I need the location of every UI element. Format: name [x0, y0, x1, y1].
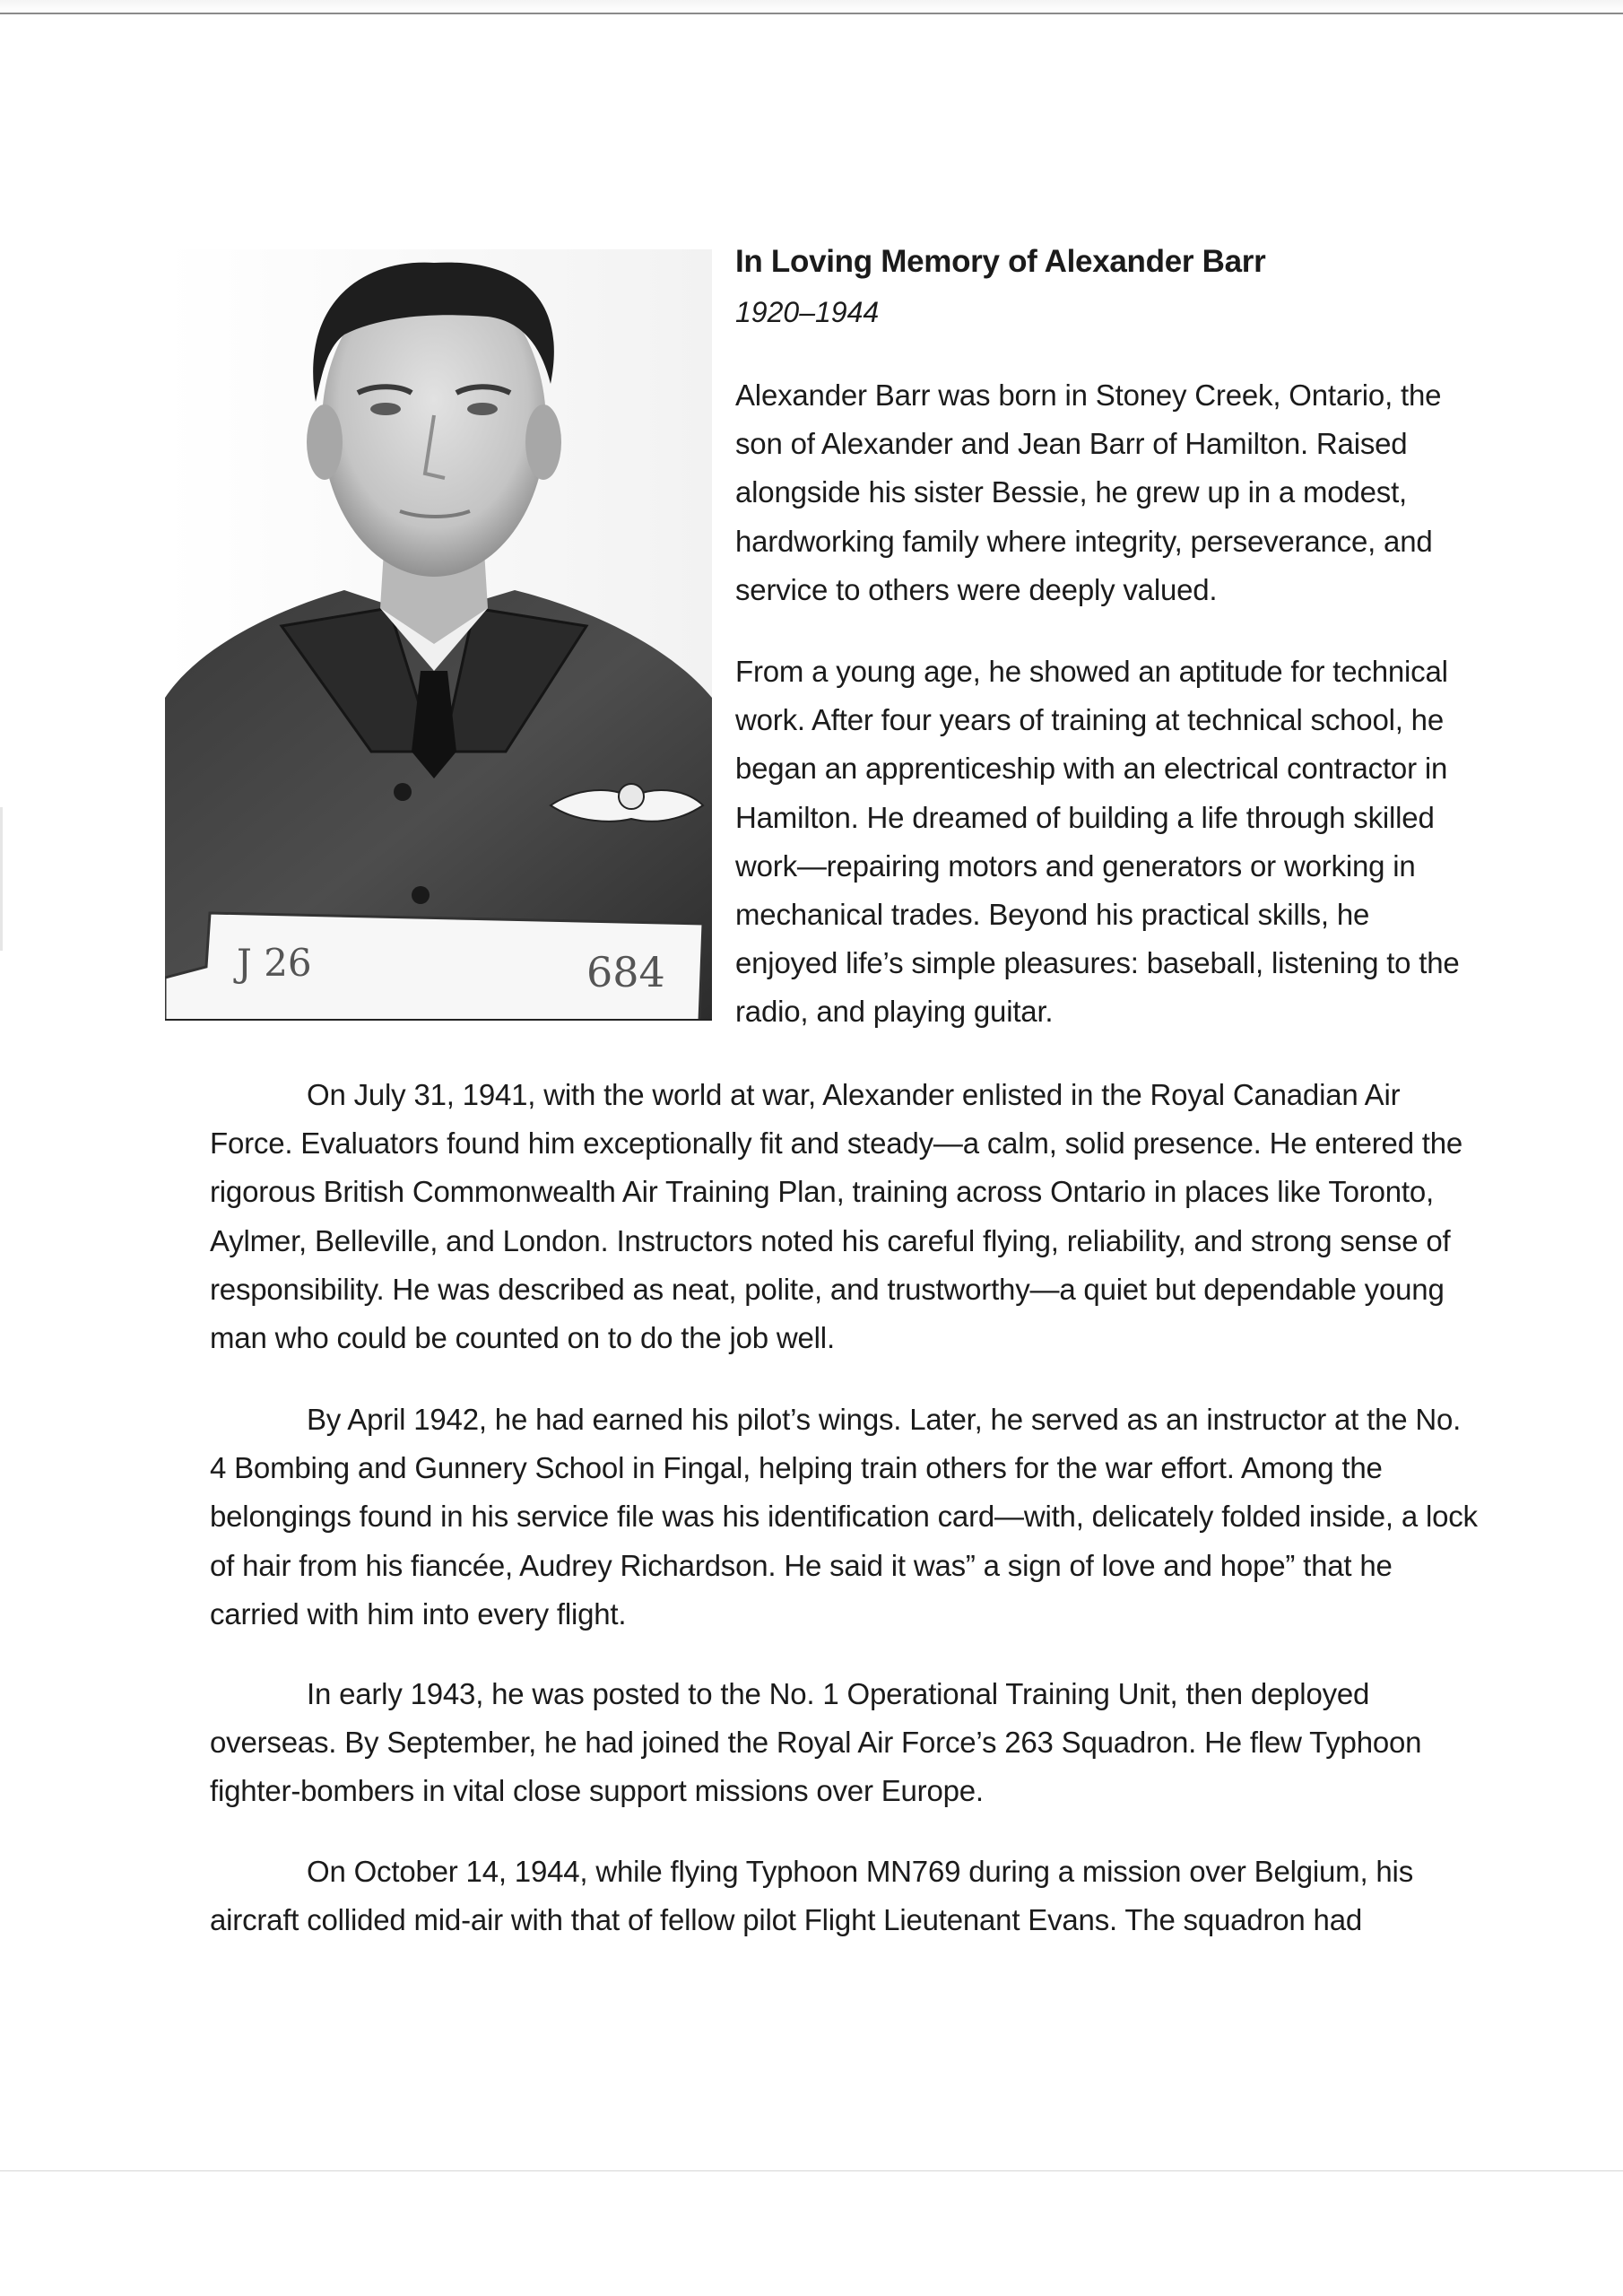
paragraph-enlistment: On July 31, 1941, with the world at war, Alexander enlisted in the Royal Canadian Air Force. Evaluators found him exceptionally fit and steady—a calm, solid presence. He entered the rigorous British Commonwealth Air Training Plan, training across Ontario in places like Toronto, Aylmer, Belleville, and London. Instructors noted his careful flying, reliability, and strong sense of responsibility. He was described as neat, polite, and trustworthy—a quiet but dependable young man who could be counted on to do the job well.: [210, 1078, 1463, 1355]
card-number-left: J 26: [237, 941, 312, 985]
memorial-dates: 1920–1944: [735, 296, 880, 328]
card-number-right: 684: [586, 948, 665, 996]
paragraph-overseas: In early 1943, he was posted to the No. 1 Operational Training Unit, then deployed overseas. By September, he had joined the Royal Air Force’s 263 Squadron. He flew Typhoon fighter-bombers in vital close support missions over Europe.: [210, 1677, 1422, 1808]
scan-edge-bottom: [0, 2170, 1623, 2184]
scan-edge-left: [0, 807, 3, 951]
portrait-photo: [165, 249, 712, 1021]
paragraph-final-mission: On October 14, 1944, while flying Typhoon MN769 during a mission over Belgium, his aircraft collided mid-air with that of fellow pilot Flight Lieutenant Evans. The squadron had: [210, 1855, 1413, 1937]
scan-edge-top: [0, 0, 1623, 14]
paragraph-pilot-wings: By April 1942, he had earned his pilot’s wings. Later, he served as an instructor at the No. 4 Bombing and Gunnery School in Fingal, helping train others for the war effort. Among the belongings found in his service file was his identification card—with, delicately folded inside, a lock of hair from his fiancée, Audrey Richardson. He said it was” a sign of love and hope” that he carried with him into every flight.: [210, 1403, 1478, 1631]
paragraph-early-life: Alexander Barr was born in Stoney Creek, Ontario, the son of Alexander and Jean Barr of Hamilton. Raised alongside his sister Bessie, he grew up in a modest, hardworking family where integrity, perseverance, and service to others were deeply valued.: [735, 378, 1442, 606]
memorial-title: In Loving Memory of Alexander Barr: [735, 244, 1266, 279]
paragraph-technical-work: From a young age, he showed an aptitude for technical work. After four years of training at technical school, he began an apprenticeship with an electrical contractor in Hamilton. He dreamed of building a life through skilled work—repairing motors and generators or working in mechanical trades. Beyond his practical skills, he enjoyed life’s simple pleasures: baseball, listening to the radio, and playing guitar.: [735, 655, 1460, 1029]
